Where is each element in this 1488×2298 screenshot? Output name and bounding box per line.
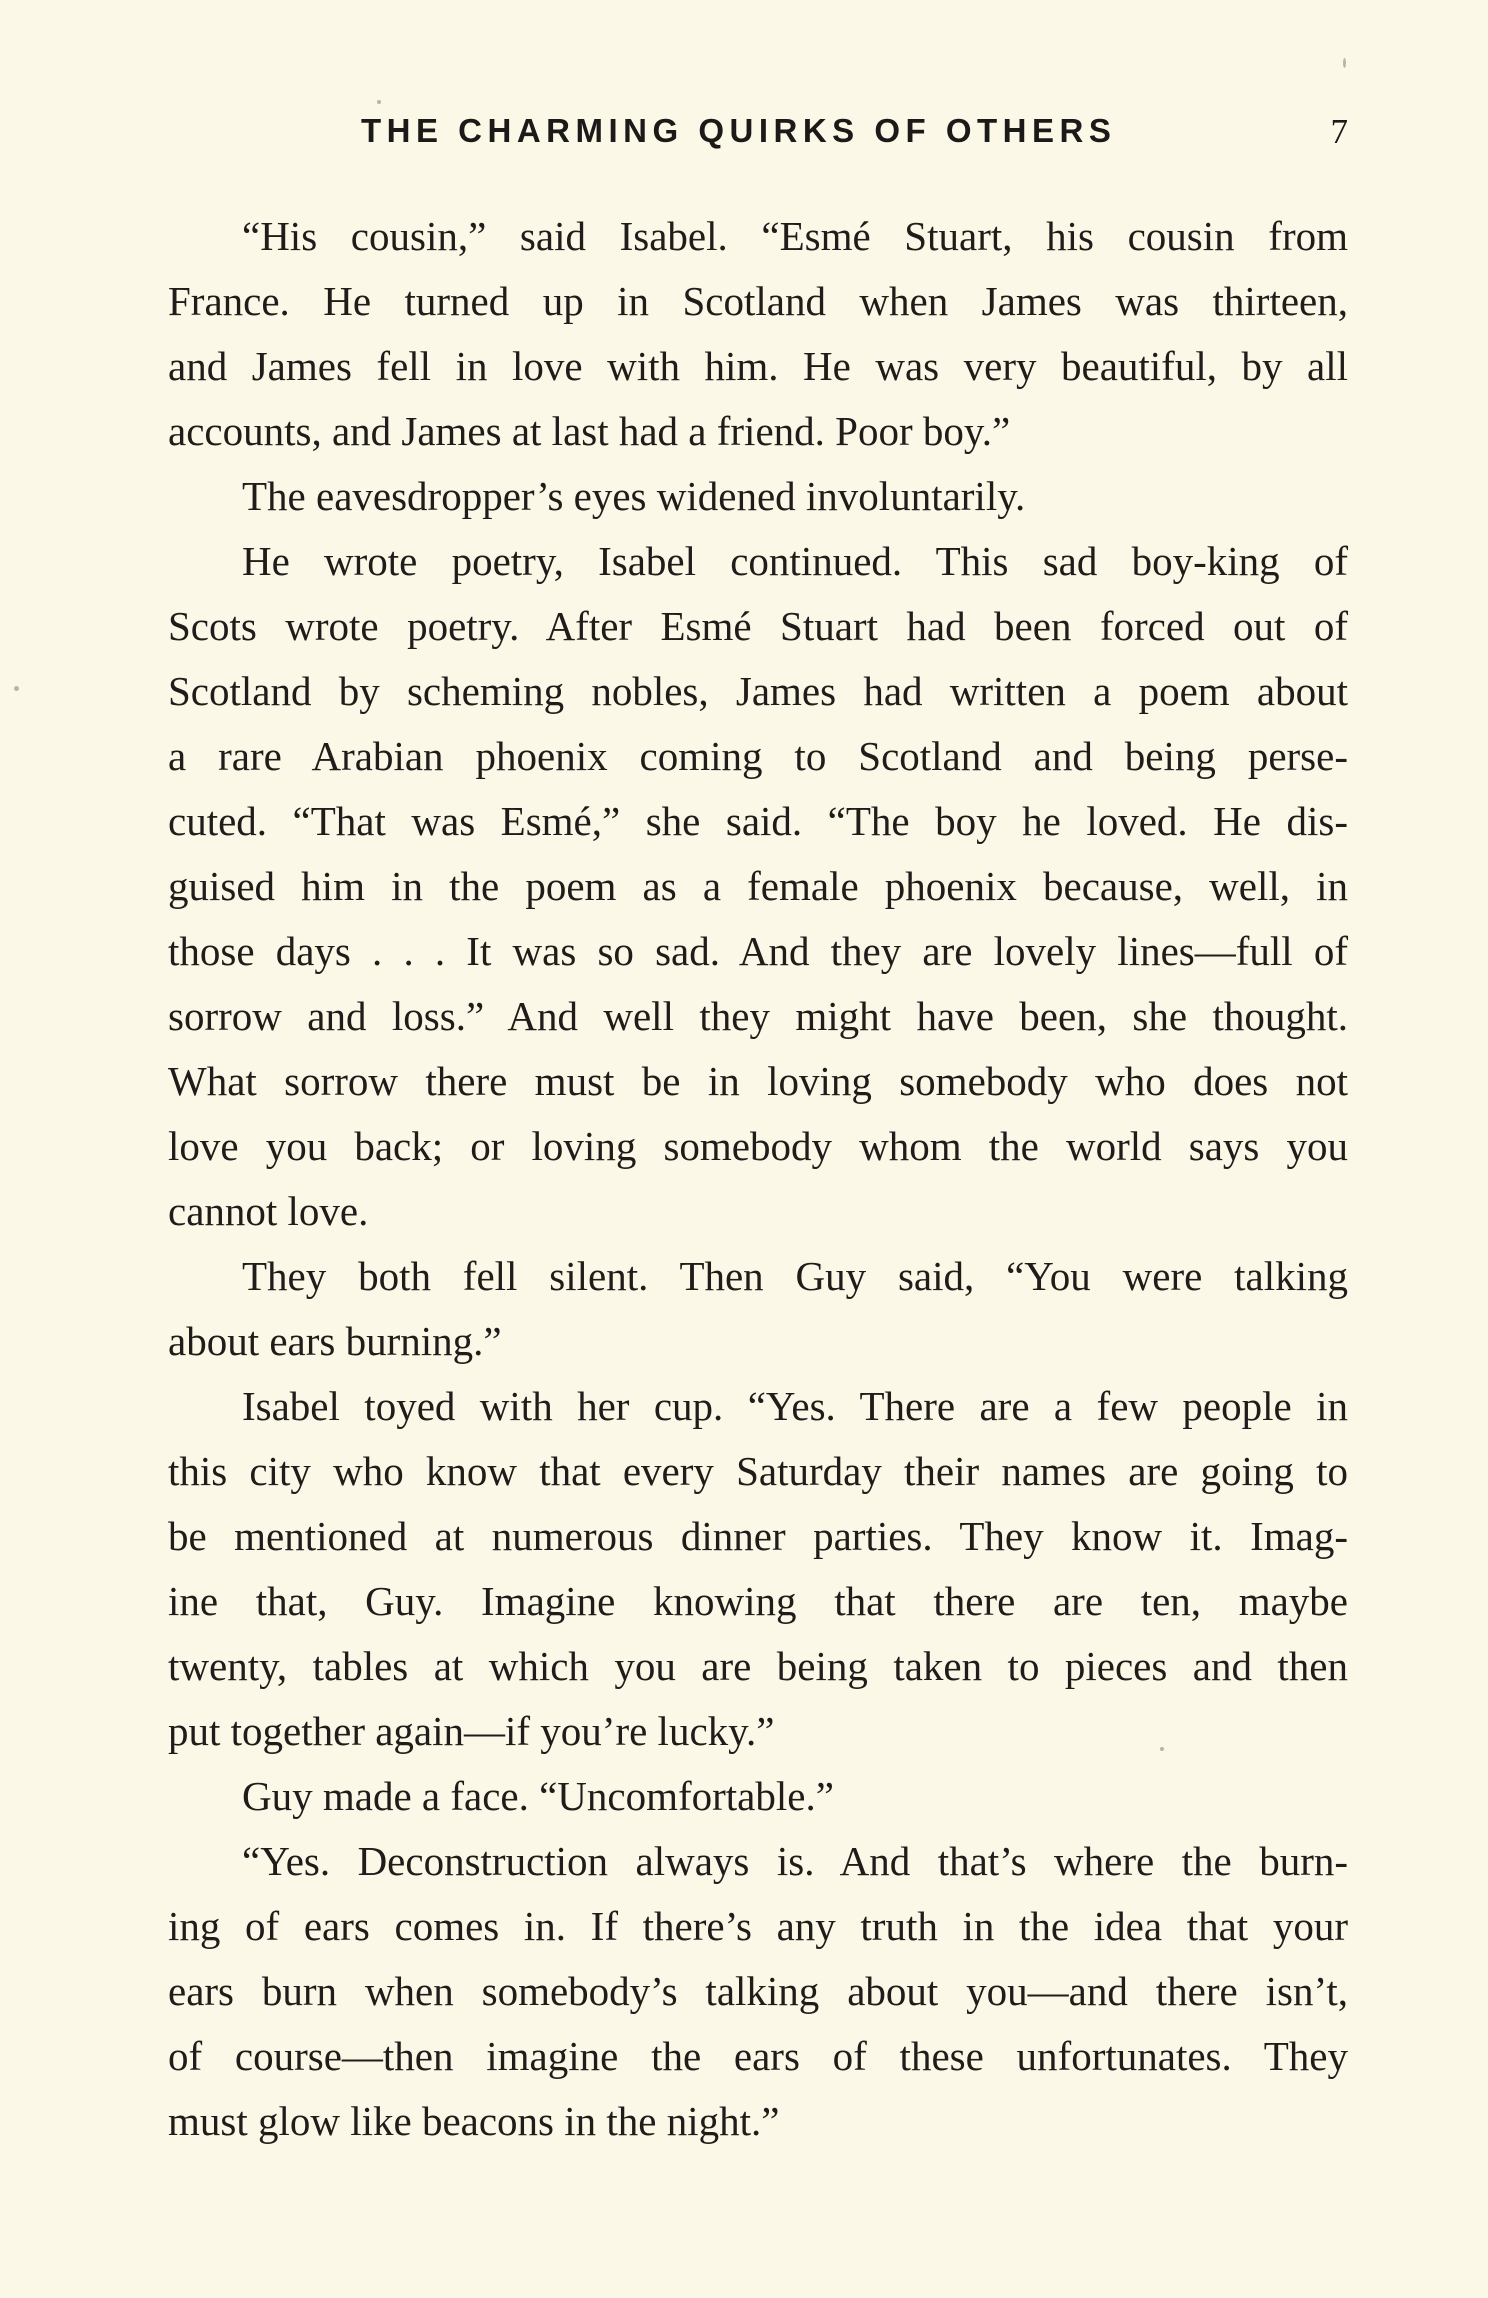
text-line: twenty, tables at which you are being taken to pieces and then <box>168 1643 1348 1689</box>
text-line: a rare Arabian phoenix coming to Scotland and being perse- <box>168 733 1348 779</box>
text-line: ears burn when somebody’s talking about you—and there isn’t, <box>168 1968 1348 2014</box>
text-line: They both fell silent. Then Guy said, “You were talking <box>242 1253 1348 1299</box>
text-line: cuted. “That was Esmé,” she said. “The boy he loved. He dis- <box>168 798 1348 844</box>
paper-speck <box>1343 58 1346 68</box>
text-line: ing of ears comes in. If there’s any truth in the idea that your <box>168 1903 1348 1949</box>
text-line: “Yes. Deconstruction always is. And that’s where the burn- <box>242 1838 1348 1884</box>
text-line: What sorrow there must be in loving somebody who does not <box>168 1058 1348 1104</box>
text-line: those days . . . It was so sad. And they are lovely lines—full of <box>168 928 1348 974</box>
text-line: this city who know that every Saturday their names are going to <box>168 1448 1348 1494</box>
text-line: of course—then imagine the ears of these unfortunates. They <box>168 2033 1348 2079</box>
paper-speck <box>377 100 381 104</box>
text-line: be mentioned at numerous dinner parties. They know it. Imag- <box>168 1513 1348 1559</box>
text-line: France. He turned up in Scotland when James was thirteen, <box>168 278 1348 324</box>
text-line: He wrote poetry, Isabel continued. This sad boy-king of <box>242 538 1348 584</box>
text-line: accounts, and James at last had a friend. Poor boy.” <box>168 408 1011 454</box>
body-text <box>168 204 1348 2154</box>
text-line: love you back; or loving somebody whom the world says you <box>168 1123 1348 1169</box>
text-line: put together again—if you’re lucky.” <box>168 1708 775 1754</box>
paper-speck <box>14 686 19 691</box>
running-title: THE CHARMING QUIRKS OF OTHERS <box>361 112 1117 149</box>
text-line: Scots wrote poetry. After Esmé Stuart had been forced out of <box>168 603 1348 649</box>
text-line: Isabel toyed with her cup. “Yes. There are a few people in <box>242 1383 1348 1429</box>
text-line: guised him in the poem as a female phoenix because, well, in <box>168 863 1348 909</box>
text-line: ine that, Guy. Imagine knowing that there are ten, maybe <box>168 1578 1348 1624</box>
text-line: about ears burning.” <box>168 1318 502 1364</box>
text-line: Scotland by scheming nobles, James had written a poem about <box>168 668 1348 714</box>
page-number: 7 <box>1330 112 1348 151</box>
text-line: “His cousin,” said Isabel. “Esmé Stuart, his cousin from <box>242 213 1348 259</box>
text-line: must glow like beacons in the night.” <box>168 2098 780 2144</box>
text-line: The eavesdropper’s eyes widened involuntarily. <box>242 473 1026 519</box>
text-line: sorrow and loss.” And well they might have been, she thought. <box>168 993 1348 1039</box>
text-line: cannot love. <box>168 1188 369 1234</box>
running-head <box>168 112 1348 162</box>
text-line: and James fell in love with him. He was very beautiful, by all <box>168 343 1348 389</box>
text-line: Guy made a face. “Uncomfortable.” <box>242 1773 834 1819</box>
